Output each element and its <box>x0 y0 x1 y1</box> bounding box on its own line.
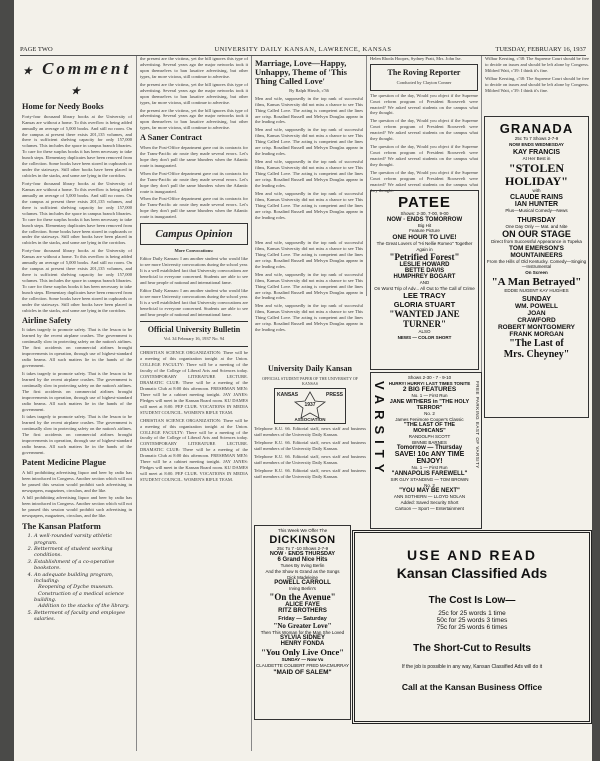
article-headline: A Saner Contract <box>140 133 203 143</box>
opinion-body: Editor Daily Kansan: I am another student who would like to see more University convocations during the school year. It is a well established fact that University convocations are beneficial to everyone concerned. Students are able to see and hear people of national and international fame. <box>140 256 248 285</box>
granada-with: with <box>532 188 541 194</box>
varsity-line: 2 BIG FEATURES <box>402 386 457 394</box>
staff-title: University Daily Kansan <box>267 364 352 373</box>
review-body: Men and wife, supposedly in the top rank of successful films, Kansas University did not miss a chance to see This Thing Called Love. The acting is competent and the lines are crisp. Rosalind Russell and Melvyn Douglas appear in the leading roles. <box>255 127 363 157</box>
varsity-save: SAVE! 10c ANY TIME ENJOY! <box>394 451 465 466</box>
classified-results: The Short-Cut to Results <box>413 643 531 654</box>
press-badge-state: KANSAS <box>277 392 299 399</box>
granada-sunday-title: Mrs. Cheyney" <box>503 349 570 361</box>
page-header <box>20 46 586 56</box>
granada-theater-ad <box>484 116 589 418</box>
review-body: Men and wife, supposedly in the top rank of successful films, Kansas University did not miss a chance to see This Thing Called Love. The acting is competent and the lines are crisp. Rosalind Russell and Melvyn Douglas appear in the leading roles. <box>255 271 363 301</box>
dickinson-line: 6 Grand Nice Hits <box>277 557 328 564</box>
press-badge-year: 1937 <box>304 402 316 409</box>
varsity-parking: FREE PARKING EAST OF VARSITY <box>475 381 480 469</box>
varsity-line: Tomorrow — Thursday <box>396 445 463 452</box>
classified-note: If the job is possible in any way, Kansan Classified Ads will do it <box>401 664 543 670</box>
platform-item: 2. Betterment of student working conditions. <box>34 546 132 559</box>
newspaper-page <box>14 0 592 761</box>
patee-run: NOW · ENDS TOMORROW <box>386 216 463 223</box>
campus-opinion-title: Campus Opinion <box>155 228 233 241</box>
patee-line: Big Hit <box>417 222 432 228</box>
roving-body: The question of the day, Would you object if the Supreme Court reform program of President Roosevelt were enacted? We asked several students on the campus what they thought. <box>370 144 478 167</box>
varsity-feature: JANE WITHERS in "THE HOLY TERROR" <box>389 398 470 411</box>
dickinson-cast: ALICE FAYE <box>285 601 320 608</box>
review-body: Men and wife, supposedly in the top rank of successful films, Kansas University did not miss a chance to see This Thing Called Love. The acting is competent and the lines are crisp. Rosalind Russell and Melvyn Douglas appear in the leading roles. <box>255 190 363 220</box>
article-body: It takes tragedy to promote safety. That is the lesson to be learned by the recent airplane crashes. The government is continually slow in protecting safety on the nation's airlines. The first accidents on commercial airlines brought improvements in operation, through use of highest-standard radio beams. All such matters lie in the hands of the government. <box>22 370 132 412</box>
article-headline: Patent Medicine Plague <box>22 458 106 468</box>
patee-also: ALSO <box>418 329 431 335</box>
patee-theater-ad <box>370 190 479 370</box>
dickinson-cast: RITZ BROTHERS <box>278 607 327 614</box>
granada-days: NOW ENDS WEDNESDAY <box>509 141 564 147</box>
column-rule <box>251 56 252 751</box>
article-body: A bill prohibiting advertising liquor and beer by radio has been introduced in Congress. Another section which will not be passed this session would prohibit such advertising in newspapers, magazines, circulars, and the like. <box>22 495 132 519</box>
review-byline: By Ralph Hirsch, c'36 <box>289 87 329 93</box>
granada-cast: IAN HUNTER <box>514 200 559 208</box>
article-body: Forty-four thousand library books at the University of Kansas are without a home. To this overflow is being added annually an average of 5,000 books. And still no room. On the campus at present there exists 201,135 volumes, and there is sufficient shelving capacity for only 157,000 volumes. This includes the space in campus branch libraries. To care for these surplus books it has been necessary to take bunch steps. Elementary duplicates have been removed from the collection. Some books have been stored in cupboards or under the stairways. Still other books have been placed in cubicles in the stacks, and some are lying in the corridors. <box>22 113 132 179</box>
dickinson-line: Dick Madeleine <box>287 574 318 580</box>
bulletin-body: CHRISTIAN SCIENCE ORGANIZATION: There will be a meeting of this organization tonight at the Union. COLLEGE FACULTY: There will be a meeting of the faculty of the College of Liberal Arts and Sciences today. CONTEMPORARY LITERATURE LECTURE. DRAMATIC CLUB: There will be a meeting of the Dramatic Club at 8:00 this afternoon. FRESHMAN MEN: There will be a cabinet meeting tonight. JAY JANES: Pledges will meet in the Kansan Board room. KU DAMES will meet at 8:00. PEP CLUB. VOCATIONS IN MEDIA STUDENT COUNCIL. WOMEN'S RIFLE TEAM. <box>140 417 248 483</box>
patee-cast: BETTE DAVIS <box>404 268 445 275</box>
varsity-theater-ad <box>370 372 482 529</box>
roving-body: The question of the day, Would you object if the Supreme Court reform program of President Roosevelt were enacted? We asked several students on the campus what they thought. <box>370 169 478 193</box>
varsity-line: Cartoon — Sport — Entertainment <box>395 505 464 511</box>
roving-reporter-box <box>370 64 478 91</box>
comment-masthead: ★ Comment ★ <box>22 59 132 97</box>
varsity-feature: "YOU MAY BE NEXT" <box>399 488 460 495</box>
dickinson-line: SUNDAY — Now Vu <box>281 657 324 663</box>
patee-cast: GLORIA STUART <box>393 300 456 310</box>
paper-name: UNIVERSITY DAILY KANSAN, LAWRENCE, KANSAS <box>214 46 392 53</box>
article-body: Forty-four thousand library books at the University of Kansas are without a home. To this overflow is being added annually an average of 5,000 books. And still no room. On the campus at present there exists 201,135 volumes, and there is sufficient shelving capacity for only 157,000 volumes. This includes the space in campus branch libraries. To care for these surplus books it has been necessary to take bunch steps. Elementary duplicates have been removed from the collection. Some books have been stored in cupboards or under the stairways. Still other books have been placed in cubicles in the stacks, and some are lying in the corridors. <box>22 248 132 313</box>
granada-sunday-title: "The Last of <box>509 338 564 350</box>
campus-opinion-box <box>140 223 248 245</box>
bulletin-header <box>140 321 248 348</box>
granada-betrayed: "A Man Betrayed" <box>491 275 582 288</box>
granada-prices: 25c To 7 Shows 2-7-9 <box>514 136 559 141</box>
patee-cast: LESLIE HOWARD <box>399 262 450 269</box>
varsity-cast: SIR GUY STANDING — TOM BROWN <box>390 477 469 482</box>
classified-rate: 25c for 25 words 1 time <box>438 610 506 617</box>
column-editorial <box>140 56 248 751</box>
patee-name: PATEE <box>398 194 451 211</box>
patee-feature: "Petrified Forest" <box>389 252 460 263</box>
article-body: It takes tragedy to promote safety. That is the lesson to be learned by the recent airplane crashes. The government is continually slow in protecting safety on the nation's airlines. The first accidents on commercial airlines brought improvements in operation, through use of highest-standard radio beams. All such matters lie in the hands of the government. <box>22 327 132 368</box>
platform-subitem: Reopening of Dyche museum. <box>38 584 114 591</box>
varsity-line: No. 1 — First Run <box>411 465 448 471</box>
press-badge-assoc: ASSOCIATION <box>294 417 326 423</box>
platform-item: 4. An adequate building program, including: Reopening of Dyche museum. Construction of a medical science building. Addition to the stacks of the library. <box>34 572 132 610</box>
dickinson-line: Irving Berlin's <box>289 586 316 592</box>
granada-stage-desc: From the Hills of Old Kentucky. Comedy—Singing—Instrumental <box>486 258 587 270</box>
page-number: PAGE TWO <box>20 46 53 53</box>
dickinson-line: Friday — Saturday <box>278 615 327 622</box>
dickinson-feature: "No Greater Love" <box>273 621 332 630</box>
dickinson-cast: POWELL CARROLL <box>274 580 331 587</box>
patee-line: ONE HOUR TO LIVE! <box>392 233 457 241</box>
column-rule <box>136 56 137 751</box>
granada-sunday-cast: CRAWFORD <box>517 317 556 325</box>
roving-body: The question of the day, Would you object if the Supreme Court reform program of President Roosevelt were enacted? We asked several students on the campus what they thought. <box>370 118 478 142</box>
granada-sunday: SUNDAY <box>522 296 551 304</box>
staff-list: Telephone K.U. 66. Editorial staff, news staff and business staff members of the University Daily Kansan. <box>254 440 366 452</box>
issue-date: TUESDAY, FEBRUARY 16, 1937 <box>495 46 586 53</box>
staff-subtitle: OFFICIAL STUDENT PAPER OF THE UNIVERSITY OF KANSAS <box>262 375 358 387</box>
dickinson-name: DICKINSON <box>269 533 336 546</box>
dickinson-cast: HENRY FONDA <box>280 641 325 648</box>
roving-subtitle: Conducted by Clayton Conner <box>396 79 452 85</box>
patee-feature: "WANTED JANE TURNER" <box>389 309 460 330</box>
granada-note: Plus—Musical Comedy—News <box>505 207 568 213</box>
granada-screen: On Screen <box>525 270 548 275</box>
classified-heading: USE AND READ <box>406 547 538 563</box>
column-rule <box>366 56 367 296</box>
varsity-line: No. 2 <box>424 482 435 488</box>
article-body: When the Post-Office department gave out its contracts for the Trans-Pacific air route they made several errors. Let's hope they don't pull the same blunders when the Atlantic route is inaugurated. <box>140 196 248 220</box>
dickinson-line: Tunes By Irving Berlin <box>280 563 325 569</box>
varsity-line: Added: Saved Security Short <box>400 499 459 505</box>
press-association-badge <box>274 388 346 424</box>
dickinson-cast: SYLVIA SIDNEY <box>279 635 325 642</box>
varsity-name: VARSITY <box>372 381 387 479</box>
granada-stage: ON OUR STAGE <box>502 229 571 240</box>
column-comment <box>22 56 132 751</box>
granada-sunday-cast: JOAN <box>527 310 546 318</box>
classified-rate: 50c for 25 words 3 times <box>436 617 508 624</box>
varsity-feature: "THE LAST OF THE MOHICANS" <box>403 422 456 435</box>
article-body: When the Post-Office department gave out its contracts for the Trans-Pacific air route they made several errors. Let's hope they don't pull the same blunders when the Atlantic route is inaugurated. <box>140 170 248 194</box>
varsity-feature: "ANNAPOLIS FAREWELL" <box>391 471 468 477</box>
varsity-cast: ANN SOTHERN — LLOYD NOLAN <box>393 494 466 500</box>
dickinson-times: 25c To 7 -10 Shows 2-7-9 <box>276 545 329 551</box>
platform-subitem: Addition to the stacks of the library. <box>38 603 130 610</box>
varsity-line: No. 1 — First Run <box>411 393 448 399</box>
granada-stage-note: Direct from Successful Appearance in Topeka <box>491 239 582 245</box>
roving-body: The question of the day, Would you object if the Supreme Court reform program of President Roosevelt were enacted? We asked several students on the campus what they thought. <box>370 92 478 116</box>
classified-heading: Kansan Classified Ads <box>396 565 548 581</box>
varsity-shows: Shows 2-30 - 7 - 9-10 <box>407 375 452 380</box>
column-review-continued <box>255 240 363 362</box>
granada-sunday-cast: FRANK MORGAN <box>509 331 564 339</box>
opinion-subhead: More Convocations: <box>174 248 214 254</box>
bulletin-meta: Vol. 34 February 16, 1937 No. 94 <box>163 336 225 342</box>
platform-item: 1. A well-rounded varsity athletic program. <box>34 533 132 546</box>
varsity-line: James Fenimore Cooper's Classic <box>395 416 464 422</box>
patee-shows: Shows: 2-30, 7-00, 9-00 <box>400 211 449 216</box>
varsity-cast: BINNIE BARNES <box>412 439 447 445</box>
bulletin-body: CHRISTIAN SCIENCE ORGANIZATION: There will be a meeting of this organization tonight at the Union. COLLEGE FACULTY: There will be a meeting of the faculty of the College of Liberal Arts and Sciences today. CONTEMPORARY LITERATURE LECTURE. DRAMATIC CLUB: There will be a meeting of the Dramatic Club at 8:00 this afternoon. FRESHMAN MEN: There will be a cabinet meeting tonight. JAY JANES: Pledges will meet in the Kansan Board room. KU DAMES will meet at 8:00. PEP CLUB. VOCATIONS IN MEDIA STUDENT COUNCIL. WOMEN'S RIFLE TEAM. <box>140 350 248 415</box>
staff-list: Telephone K.U. 66. Editorial staff, news staff and business staff members of the University Daily Kansan. <box>254 467 366 479</box>
review-body: Men and wife, supposedly in the top rank of successful films, Kansas University did not miss a chance to see This Thing Called Love. The acting is competent and the lines are crisp. Rosalind Russell and Melvyn Douglas appear in the leading roles. <box>255 240 363 269</box>
patee-and: AND <box>419 280 430 286</box>
granada-tday: One Day Only — Mat. and Nite <box>505 223 568 229</box>
review-body: Men and wife, supposedly in the top rank of successful films, Kansas University did not miss a chance to see This Thing Called Love. The acting is competent and the lines are crisp. Rosalind Russell and Melvyn Douglas appear in the leading roles. <box>255 159 363 188</box>
article-body: Forty-four thousand library books at the University of Kansas are without a home. To this overflow is being added annually an average of 5,000 books. And still no room. On the campus at present there exists 201,135 volumes, and there is sufficient shelving capacity for only 157,000 volumes. This includes the space in campus branch libraries. To care for these surplus books it has been necessary to take bunch steps. Elementary duplicates have been removed from the collection. Some books have been stored in cupboards or under the stairways. Still other books have been placed in cubicles in the stacks, and some are lying in the corridors. <box>22 181 132 246</box>
granada-name: GRANADA <box>499 121 574 136</box>
dickinson-feature: "MAID OF SALEM" <box>273 668 332 676</box>
press-badge-word: PRESS <box>326 392 343 399</box>
classified-cost-heading: The Cost Is Low— <box>428 595 516 606</box>
staff-list: Telephone K.U. 66. Editorial staff, news staff and business staff members of the University Daily Kansan. <box>254 454 366 466</box>
dickinson-run: NOW · ENDS THURSDAY <box>269 551 336 558</box>
kansan-staff-box <box>254 363 366 523</box>
column-roving-continued <box>485 56 589 114</box>
granada-feature-title: "STOLEN HOLIDAY" <box>505 160 568 189</box>
dickinson-cast: CLAUDETTE COLBERT FRED MACMURRAY <box>255 663 349 668</box>
article-body: When the Post-Office department gave out its contracts for the Trans-Pacific air route they made several errors. Let's hope they don't pull the same blunders when the Atlantic route is inaugurated. <box>140 144 248 168</box>
dickinson-line: Then This Woman for the Man She Loved <box>260 629 345 635</box>
article-headline: Home for Needy Books <box>22 102 104 111</box>
varsity-line: HURRY! HURRY! LAST TIMES TONITE <box>388 380 471 386</box>
opinion-body: Editor Daily Kansan: I am another student who would like to see more University convocations during the school year. It is a well established fact that University convocations are beneficial to everyone concerned. Students are able to see and hear people of national and international fame. <box>140 287 248 317</box>
article-body: the present are the victims, yet the bill ignores this type of advertising. Several years ago the major networks took it upon themselves to ban laxative advertising, but other types, far more vicious, still continue to advertise. <box>140 56 248 79</box>
article-body: A bill prohibiting advertising liquor and beer by radio has been introduced in Congress. Another section which will not be passed this session would prohibit such advertising in newspapers, magazines, circulars, and the like. <box>22 469 132 493</box>
staff-list: Telephone K.U. 66. Editorial staff, news staff and business staff members of the University Daily Kansan. <box>254 426 366 438</box>
dickinson-feature: "You Only Live Once" <box>261 647 344 658</box>
patee-news: NEWS — COLOR SHORT <box>397 335 452 340</box>
granada-betrayed-cast: EDDIE NUGENT KAY HUGHES <box>504 287 569 293</box>
platform-item: 3. Establishment of a co-operative bookstore. <box>34 559 132 572</box>
dickinson-intro: This Week We Offer The <box>277 528 328 533</box>
patee-cast: HUMPHREY BOGART <box>393 274 456 281</box>
platform-title: The Kansan Platform <box>22 521 101 532</box>
article-body: Helen Rhoda Hoopes, Sydney Pratt, Mrs. John Ise. <box>370 56 462 61</box>
granada-cast: CLAUDE RAINS <box>510 193 563 201</box>
dickinson-theater-ad <box>254 525 351 720</box>
masthead-star-icon: ★ <box>71 86 83 97</box>
bulletin-title: Official University Bulletin <box>147 324 241 334</box>
dickinson-feature: "On the Avenue" <box>269 591 336 602</box>
classified-rate: 75c for 25 words 6 times <box>436 624 508 631</box>
roving-body: Wilbur Kersting, c'38: The Supreme Court should be free to decide on issues and should be left alone by Congress. Mildred Wait, c'39: I think it's fine. <box>485 75 589 93</box>
varsity-cast: RANDOLPH SCOTT <box>408 434 451 440</box>
patee-line: On Worst Trip of Adv... All Out to The Call of Crime <box>374 285 475 291</box>
masthead-star-icon: ★ <box>22 66 35 77</box>
granada-thursday: THURSDAY <box>517 216 556 224</box>
review-body: Men and wife, supposedly in the top rank of successful films, Kansas University did not miss a chance to see This Thing Called Love. The acting is competent and the lines are crisp. Rosalind Russell and Melvyn Douglas appear in the leading roles. <box>255 303 363 333</box>
granada-sunday-cast: ROBERT MONTGOMERY <box>497 324 576 332</box>
patee-line: Feature Picture <box>409 228 440 234</box>
roving-title: The Roving Reporter <box>387 67 461 77</box>
granada-stage-act: TOM EMERSON'S MOUNTAINEERS <box>509 244 564 259</box>
patee-cast: LEE TRACY <box>403 291 446 301</box>
varsity-line: No. 2 <box>424 410 435 416</box>
dickinson-line: And the Show Is Grand as the Songs <box>265 568 340 574</box>
article-body: the present are the victims, yet the bill ignores this type of advertising. Several years ago the major networks took it upon themselves to ban laxative advertising, but other types, far more vicious, still continue to advertise. <box>140 81 248 105</box>
article-body: It takes tragedy to promote safety. That is the lesson to be learned by the recent airplane crashes. The government is continually slow in protecting safety on the nation's airlines. The first accidents on commercial airlines brought improvements in operation, through use of highest-standard radio beams. All such matters lie in the hands of the government. <box>22 414 132 456</box>
platform-item: 5. Betterment of faculty and employee salaries. <box>34 610 132 623</box>
roving-body: Wilbur Kersting, c'38: The Supreme Court should be free to decide on issues and should be left alone by Congress. Mildred Wait, c'39: I think it's fine. <box>485 56 589 73</box>
article-body: the present are the victims, yet the bill ignores this type of advertising. Several years ago the major networks took it upon themselves to ban laxative advertising, but other types, far more vicious, still continue to advertise. <box>140 107 248 131</box>
classified-ads-promo <box>352 530 592 724</box>
patee-line: The Great Lovers of "Hi Nellie Romeo" Together Again in <box>376 240 473 252</box>
granada-line: At Her Best in <box>522 156 551 162</box>
review-body: Men and wife, supposedly in the top rank of successful films, Kansas University did not miss a chance to see This Thing Called Love. The acting is competent and the lines are crisp. Rosalind Russell and Melvyn Douglas appear in the leading roles. <box>255 95 363 125</box>
granada-star: KAY FRANCIS <box>512 149 561 157</box>
granada-sunday-cast: WM. POWELL <box>515 303 558 311</box>
review-headline: Marriage, Love—Happy, Unhappy, Theme of 'This Thing Called Love' <box>255 58 347 86</box>
article-headline: Airline Safety <box>22 315 72 325</box>
platform-subitem: Construction of a medical science building. <box>34 590 124 604</box>
platform-list <box>34 533 132 622</box>
classified-call: Call at the Kansan Business Office <box>401 682 543 692</box>
